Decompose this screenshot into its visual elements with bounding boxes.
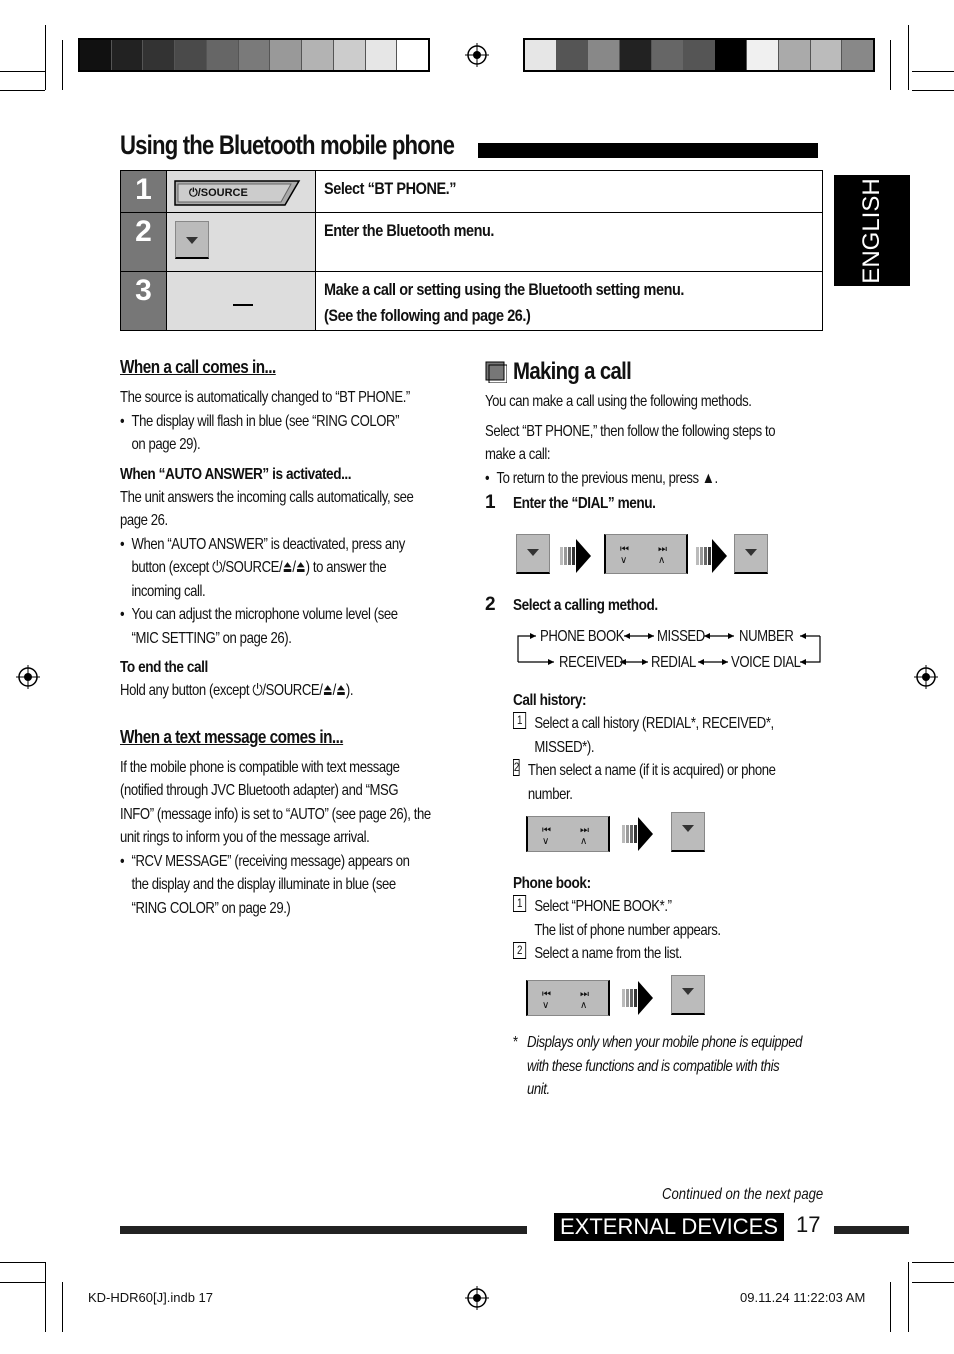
step-row-2	[121, 212, 822, 271]
color-calibration-bar-right	[523, 38, 875, 72]
crop-mark	[0, 1282, 45, 1283]
calling-method-text: Select a calling method.	[513, 597, 658, 614]
step-number: 1	[121, 171, 166, 212]
color-swatch	[366, 40, 398, 70]
crop-mark	[912, 71, 954, 72]
text-message-line1: If the mobile phone is compatible with text message	[120, 758, 400, 776]
call-history-item-1	[513, 712, 775, 759]
prev-next-buttons-icon	[526, 980, 610, 1016]
color-swatch	[652, 40, 684, 70]
calling-method-step	[485, 594, 683, 617]
phone-book-item-2	[513, 942, 775, 966]
footnote-text	[527, 1031, 802, 1102]
dash-icon	[233, 304, 253, 306]
making-call-p2	[485, 420, 776, 467]
crop-mark	[890, 40, 891, 90]
auto-answer-line1: The unit answers the incoming calls automatically, see	[120, 488, 414, 506]
color-calibration-bar-left	[78, 38, 430, 72]
crop-mark	[62, 40, 63, 90]
cycle-voice-dial: VOICE DIAL	[731, 654, 801, 671]
step-number: 2	[121, 213, 166, 271]
color-swatch	[811, 40, 843, 70]
arrow-right-icon	[560, 537, 592, 575]
prev-icon: ⏮ ∨	[542, 825, 551, 847]
color-swatch	[270, 40, 302, 70]
registration-mark-icon	[465, 1286, 489, 1310]
footnote-line1: Displays only when your mobile phone is equipped	[527, 1034, 802, 1051]
language-tab	[834, 175, 910, 286]
auto-answer-line2: page 26.	[120, 512, 168, 529]
call-history-heading: Call history:	[513, 692, 587, 709]
call-history-section	[513, 689, 833, 806]
step-number: 1	[485, 492, 496, 513]
history-2-line2: number.	[527, 785, 573, 803]
text-bullet-line3: “RING COLOR” on page 29.)	[131, 899, 291, 917]
auto-bullet-2-line1: You can adjust the microphone volume level (see	[131, 606, 398, 623]
auto-answer-bullet-1	[120, 533, 403, 604]
down-button-icon	[671, 812, 705, 852]
call-heading: When a call comes in...	[120, 357, 276, 377]
prev-next-buttons-icon	[604, 534, 688, 574]
numbox: 1	[513, 712, 526, 729]
auto-bullet-2-line2: “MIC SETTING” on page 26).	[131, 629, 292, 647]
cycle-received: RECEIVED	[559, 654, 623, 671]
footer-rule	[120, 1226, 527, 1234]
down-button-icon	[175, 221, 209, 259]
book-1-line2: The list of phone number appears.	[534, 921, 721, 939]
color-swatch	[842, 40, 873, 70]
step-number: 2	[485, 594, 496, 615]
down-button-icon	[516, 534, 550, 574]
making-call-p2-line1: Select “BT PHONE,” then follow the following steps to	[485, 422, 776, 440]
registration-mark-icon	[914, 665, 938, 689]
end-call-paragraph: Hold any button (except ⏻/SOURCE/⏏/⏏).	[120, 682, 354, 699]
history-1-line2: MISSED*).	[534, 738, 595, 756]
color-swatch	[80, 40, 112, 70]
crop-mark	[0, 1262, 45, 1263]
arrow-right-icon	[622, 815, 654, 853]
text-bullet-line2: the display and the display illuminate in blue (see	[131, 876, 396, 893]
registration-mark-icon	[465, 43, 489, 67]
source-button-label: ⏻/SOURCE	[189, 187, 248, 199]
page-title: Using the Bluetooth mobile phone	[120, 130, 455, 160]
step-illustration	[166, 272, 316, 330]
making-call-bullet: • To return to the previous menu, press ▲.	[485, 467, 764, 491]
footnote	[513, 1031, 862, 1102]
text-message-line4: unit rings to inform you of the message arrival.	[120, 829, 370, 846]
making-call-heading: Making a call	[513, 358, 632, 385]
auto-bullet-1-line3: incoming call.	[131, 582, 206, 600]
next-icon: ⏭ ∧	[580, 989, 589, 1011]
cycle-phone-book: PHONE BOOK	[540, 628, 625, 645]
step-number: 3	[121, 272, 166, 330]
step-text	[316, 213, 822, 271]
history-1-line1: Select a call history (REDIAL*, RECEIVED*,	[534, 715, 774, 732]
numbox: 2	[513, 760, 519, 774]
auto-bullet-1-line2: button (except ⏻/SOURCE/⏏/⏏) to answer the	[131, 559, 387, 576]
auto-answer-heading: When “AUTO ANSWER” is activated...	[120, 465, 352, 483]
section-square-icon	[485, 361, 507, 383]
color-swatch	[715, 40, 747, 70]
crop-mark	[908, 25, 909, 90]
footer-rule	[834, 1226, 909, 1234]
numbox: 2	[513, 942, 526, 959]
step-3-text-line1: Make a call or setting using the Bluetooth setting menu.	[324, 280, 684, 299]
prev-next-buttons-icon	[526, 816, 610, 852]
color-swatch	[557, 40, 589, 70]
call-bullet-1-line1: The display will flash in blue (see “RING COLOR”	[131, 412, 400, 430]
text-message-line2: (notified through JVC Bluetooth adapter) and “MSG	[120, 782, 399, 799]
numbox: 1	[513, 895, 526, 912]
title-rule	[478, 143, 818, 158]
footnote-line2: with these functions and is compatible with this	[527, 1057, 780, 1075]
cycle-missed: MISSED	[657, 628, 705, 645]
step-illustration	[166, 213, 316, 271]
auto-answer-bullet-2	[120, 603, 403, 650]
color-swatch	[175, 40, 207, 70]
crop-mark	[45, 25, 46, 90]
color-swatch	[525, 40, 557, 70]
end-call-heading: To end the call	[120, 659, 208, 676]
color-swatch	[747, 40, 779, 70]
step-1-text: Select “BT PHONE.”	[324, 179, 457, 198]
phone-book-item-1	[513, 895, 775, 942]
prev-icon: ⏮ ∨	[620, 544, 629, 566]
down-button-icon	[734, 534, 768, 574]
crop-mark	[912, 90, 954, 91]
down-button-icon	[671, 975, 705, 1015]
color-swatch	[397, 40, 428, 70]
left-column	[120, 357, 465, 920]
color-swatch	[779, 40, 811, 70]
slug-file: KD-HDR60[J].indb 17	[88, 1290, 213, 1305]
steps-table	[120, 170, 823, 331]
color-swatch	[684, 40, 716, 70]
step-text	[316, 272, 822, 330]
dial-step-text: Enter the “DIAL” menu.	[513, 495, 656, 512]
crop-mark	[912, 1282, 954, 1283]
making-call-heading-row	[485, 358, 825, 386]
step-text	[316, 171, 822, 212]
right-column	[485, 358, 825, 515]
prev-icon: ⏮ ∨	[542, 989, 551, 1011]
call-bullet-1	[120, 410, 403, 457]
color-swatch	[620, 40, 652, 70]
crop-mark	[0, 90, 45, 91]
text-bullet-line1: “RCV MESSAGE” (receiving message) appears on	[131, 852, 410, 870]
book-2-text: Select a name from the list.	[534, 945, 682, 962]
call-history-item-2	[513, 759, 775, 806]
continued-note: Continued on the next page	[662, 1186, 824, 1203]
color-swatch	[143, 40, 175, 70]
auto-answer-paragraph	[120, 486, 414, 533]
next-icon: ⏭ ∧	[580, 825, 589, 847]
color-swatch	[334, 40, 366, 70]
crop-mark	[912, 1262, 954, 1263]
color-swatch	[239, 40, 271, 70]
call-paragraph: The source is automatically changed to “BT PHONE.”	[120, 389, 410, 406]
page-number: 17	[796, 1212, 821, 1237]
cycle-redial: REDIAL	[651, 654, 696, 671]
arrow-right-icon	[622, 979, 654, 1017]
step-illustration	[166, 171, 316, 212]
slug-timestamp: 09.11.24 11:22:03 AM	[740, 1290, 866, 1305]
cycle-number: NUMBER	[739, 628, 794, 645]
phone-book-section	[513, 872, 833, 966]
section-label: EXTERNAL DEVICES	[554, 1213, 784, 1241]
text-message-paragraph	[120, 756, 431, 850]
crop-mark	[890, 1282, 891, 1332]
text-message-bullet	[120, 850, 410, 921]
dial-step	[485, 492, 825, 515]
step-2-text: Enter the Bluetooth menu.	[324, 221, 494, 240]
history-2-line1: Then select a name (if it is acquired) or phone	[527, 762, 776, 779]
call-bullet-1-line2: on page 29).	[131, 436, 201, 453]
crop-mark	[62, 1282, 63, 1332]
making-call-p2-line2: make a call:	[485, 446, 551, 463]
crop-mark	[45, 1262, 46, 1332]
text-message-heading: When a text message comes in...	[120, 726, 344, 747]
phone-book-heading: Phone book:	[513, 875, 591, 892]
language-tab-label: ENGLISH	[858, 177, 885, 284]
crop-mark	[908, 1262, 909, 1332]
auto-bullet-1-line1: When “AUTO ANSWER” is deactivated, press any	[131, 535, 405, 553]
making-call-p1: You can make a call using the following methods.	[485, 393, 752, 410]
color-swatch	[588, 40, 620, 70]
registration-mark-icon	[16, 665, 40, 689]
color-swatch	[207, 40, 239, 70]
step-row-3	[121, 271, 822, 330]
arrow-right-icon	[696, 537, 728, 575]
footnote-mark: *	[513, 1034, 518, 1051]
book-1-line1: Select “PHONE BOOK*.”	[534, 898, 672, 915]
step-3-text-line2: (See the following and page 26.)	[324, 306, 531, 325]
footnote-line3: unit.	[527, 1081, 550, 1098]
step-row-1	[121, 171, 822, 212]
next-icon: ⏭ ∧	[658, 544, 667, 566]
color-swatch	[302, 40, 334, 70]
color-swatch	[112, 40, 144, 70]
text-message-line3: INFO” (message info) is set to “AUTO” (see page 26), the	[120, 805, 431, 823]
crop-mark	[0, 71, 45, 72]
